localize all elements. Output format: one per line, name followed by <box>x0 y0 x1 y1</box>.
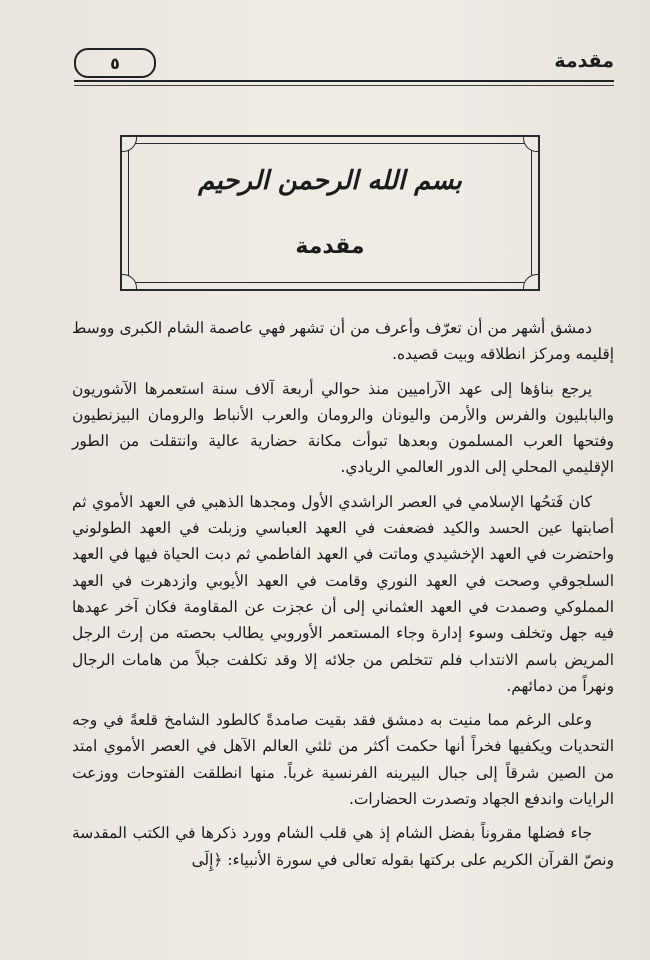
paragraph: وعلى الرغم مما منيت به دمشق فقد بقيت صامدةً كالطود الشامخ قلعةً في وجه التحديات ويكفيها فخراً أنها حكمت أكثر من ثلثي العالم الآهل في العصر الأموي امتد من الصين شرقاً إلى جبال البيرينه الفرنسية غرباً. منها انطلقت الفتوحات ووزعت الرايات واندفع الجهاد وتصدرت الحضارات. <box>72 711 614 809</box>
page-number: ٥ <box>110 53 120 73</box>
paragraph: دمشق أشهر من أن تعرّف وأعرف من أن تشهر فهي عاصمة الشام الكبرى ووسط إقليمه ومركز انطلاقه وبيت قصيده. <box>72 319 614 364</box>
page-header <box>74 46 614 80</box>
page-number-frame <box>74 48 156 78</box>
basmala-calligraphy: بسم الله الرحمن الرحيم <box>198 166 462 196</box>
frame-corner-ornament <box>121 274 137 290</box>
frame-corner-ornament <box>121 136 137 152</box>
frame-corner-ornament <box>523 136 539 152</box>
header-rule-thin <box>74 85 614 86</box>
paragraph: يرجع بناؤها إلى عهد الآراميين منذ حوالي أربعة آلاف سنة استعمرها الآشوريون والبابليون والفرس والأرمن واليونان والرومان والعرب الأنباط والرومان البيزنطيون وفتحها العرب المسلمون وبعدها تبوأت مكانة حضارية عالية وانتقلت من الطور الإقليمي المحلي إلى الدور العالمي الريادي. <box>72 379 614 477</box>
header-rule <box>74 80 614 82</box>
title-frame <box>120 135 540 291</box>
paragraph: جاء فضلها مقروناً بفضل الشام إذ هي قلب الشام وورد ذكرها في الكتب المقدسة ونصّ القرآن الكريم على بركتها بقوله تعالى في سورة الأنبياء: ﴿إِلَى <box>72 824 614 869</box>
chapter-title: مقدمة <box>295 234 365 259</box>
body-text <box>72 315 614 873</box>
title-frame-inner <box>128 143 532 283</box>
frame-corner-ornament <box>523 274 539 290</box>
paragraph: كان فَتحُها الإسلامي في العصر الراشدي الأول ومجدها الذهبي في العهد الأموي ثم أصابتها عين الحسد والكيد فضعفت في العهد العباسي وزبلت في العهد الطولوني واحتضرت في العهد الإخشيدي وماتت في العهد الفاطمي ثم دبت الحياة فيها في العهد السلجوقي وصحت في العهد النوري وقامت في العهد الأيوبي وازدهرت في العهد المملوكي وصمدت في العهد العثماني إلى أن عجزت عن المقاومة فكان آخر عهدها فيه جهل وتخلف وسوء إدارة وجاء المستعمر الأوروبي يطالب بحصته من إرث الرجل المريض باسم الانتداب فلم تتخلص من جلائه إلا وقد تكلفت جبلاً من هامات الرجال ونهراً من دمائهم. <box>72 492 614 695</box>
header-title: مقدمة <box>554 50 614 72</box>
